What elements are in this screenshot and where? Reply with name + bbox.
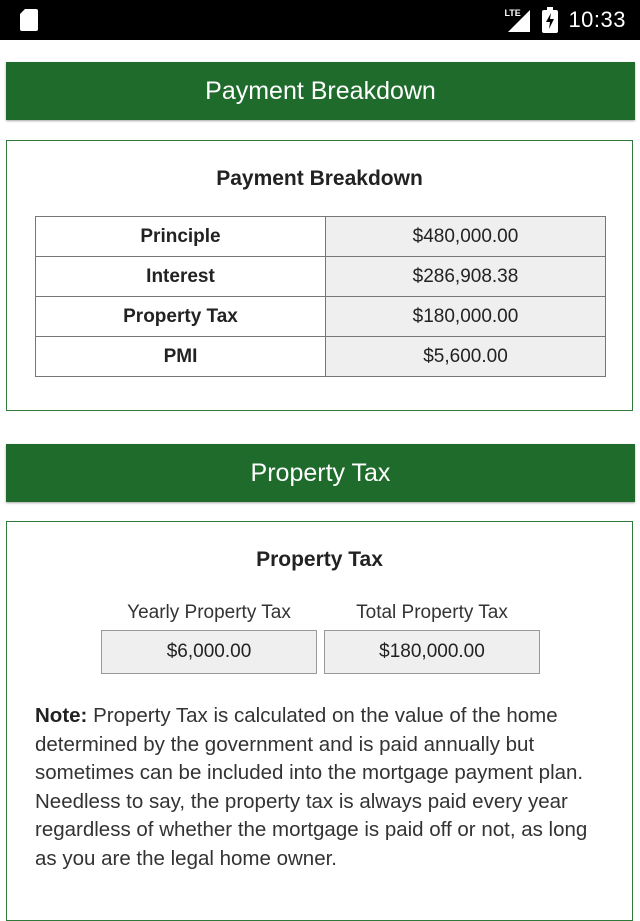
table-row: [36, 257, 606, 297]
clock: 10:33: [568, 7, 626, 32]
yearly-property-tax-field: [101, 598, 317, 674]
yearly-property-tax-label: Yearly Property Tax: [127, 602, 291, 623]
table-row: [36, 297, 606, 337]
sd-card-icon: [20, 9, 38, 31]
payment-breakdown-card: [6, 140, 633, 411]
yearly-property-tax-value: $6,000.00: [101, 630, 317, 674]
row-value-pmi: $5,600.00: [326, 337, 606, 377]
table-row: [36, 217, 606, 257]
row-value-interest: $286,908.38: [326, 257, 606, 297]
note-label: Note:: [35, 704, 88, 727]
property-tax-header: [6, 444, 635, 502]
total-property-tax-label: Total Property Tax: [356, 602, 508, 623]
payment-breakdown-header-text: Payment Breakdown: [205, 76, 436, 105]
property-tax-card-title: Property Tax: [256, 548, 383, 571]
property-tax-header-text: Property Tax: [250, 458, 391, 487]
row-label-property-tax: Property Tax: [36, 297, 326, 337]
payment-breakdown-table: [35, 216, 606, 377]
note-text: Property Tax is calculated on the value of the home determined by the government and is paid annually but sometimes can be included into the mortgage payment plan. Needless to say, the property tax is always paid every year regardless of whether the mortgage is paid off or not, as long as you are the legal home owner.: [35, 704, 588, 870]
lte-signal-icon: [504, 6, 532, 34]
property-tax-note: [35, 702, 610, 873]
row-label-interest: Interest: [36, 257, 326, 297]
property-tax-card: [6, 521, 633, 921]
total-property-tax-value: $180,000.00: [324, 630, 540, 674]
battery-charging-icon: [542, 7, 558, 33]
row-value-property-tax: $180,000.00: [326, 297, 606, 337]
total-property-tax-field: [324, 598, 540, 674]
table-row: [36, 337, 606, 377]
payment-breakdown-card-title: Payment Breakdown: [216, 167, 423, 190]
payment-breakdown-header: [6, 62, 635, 120]
row-label-pmi: PMI: [36, 337, 326, 377]
network-type-label: LTE: [504, 8, 521, 18]
row-label-principle: Principle: [36, 217, 326, 257]
status-bar: [0, 0, 640, 40]
status-icons: [504, 0, 626, 40]
row-value-principle: $480,000.00: [326, 217, 606, 257]
